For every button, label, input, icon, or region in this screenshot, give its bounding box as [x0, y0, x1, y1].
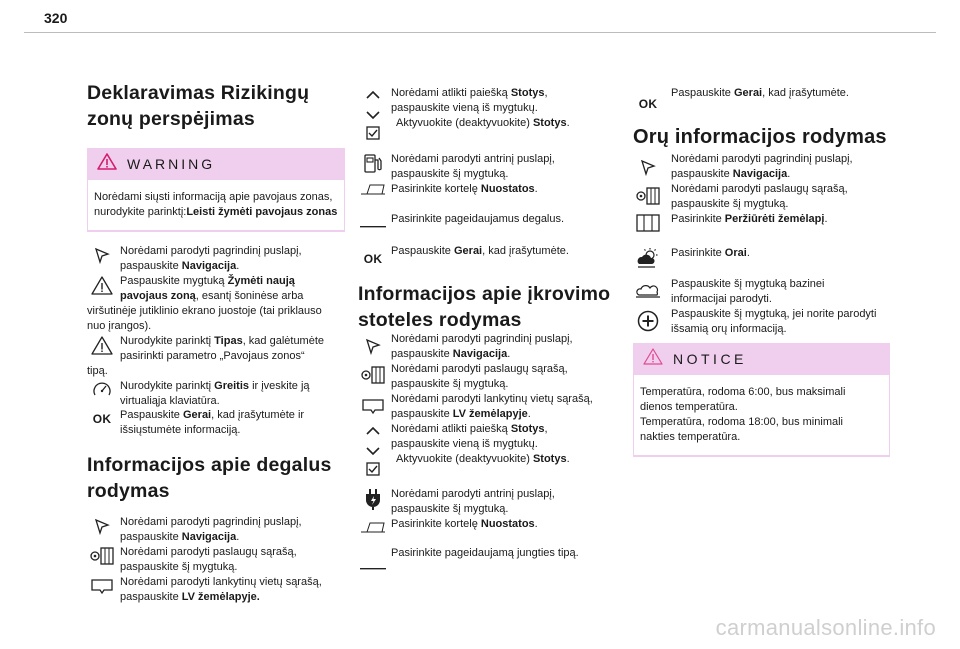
ok-button-icon: OK [92, 412, 112, 426]
column-fuel-charging: Norėdami atlikti paiešką Stotys, paspauskite vieną iš mygtukų. Aktyvuokite (deaktyvuokite) Stotys. Norėdami parodyti antrinį puslapį, paspauskite šį mygtuką. Pasirinkite kortelę Nuostatos. Pasirinkite pageidaujamus degalus. OK Paspauskite Gerai, kad įrašytumėte. Informacijos apie įkrovimo stoteles rodymas Norėdami parodyti pagrindinį puslapį, paspauskite Navigacija. Norėdami parodyti paslaugų sąrašą, paspauskite šį mygtuką. Norėdami parodyti lankytinų vietų sąrašą, paspauskite LV žemėlapyje. Norėdami atlikti paiešką Stotys, paspauskite vieną iš mygtukų. Aktyvuokite (deaktyvuokite) Stotys. Norėdami parodyti antrinį puslapį, paspauskite šį mygtuką. Pasirinkite kortelę Nuostatos. Pasirinkite pageidaujamą jungties tipą. [358, 84, 612, 584]
ok-button-icon: OK [638, 97, 658, 111]
warning-header [87, 148, 345, 180]
section-title-weather: Orų informacijos rodymas [633, 126, 887, 148]
section-title-hazard: Deklaravimas Rizikingų zonų perspėjimas [87, 82, 310, 130]
warning-triangle-icon [97, 153, 117, 175]
hazard-steps: Norėdami parodyti pagrindinį puslapį, paspauskite Navigacija. Paspauskite mygtuką Žymėti naują pavojaus zoną, esantį šoninėse arba viršutinėje jutiklinio ekrano juostoje (tai priklauso nuo įrangos). Nurodykite parinktį Tipas, kad galėtumėte pasirinkti parametro „Pavojaus zonos“ tipą. Nurodykite parinktį Greitis ir įveskite ją virtualiąja klaviatūra. OK Paspauskite Gerai, kad įrašytumėte ir išsiųstumėte informaciją. Informacijos apie degalus rodymas Norėdami parodyti pagrindinį puslapį, paspauskite Navigacija. Norėdami parodyti paslaugų sąrašą, paspauskite šį mygtuką. Norėdami parodyti lankytinų vietų sąrašą, paspauskite LV žemėlapyje. [87, 232, 345, 649]
column-hazard-zones [87, 80, 345, 649]
notice-text: Temperatūra, rodoma 6:00, bus maksimali dienos temperatūra. Temperatūra, rodoma 18:00, bus minimali nakties temperatūra. [634, 375, 889, 455]
notice-box [633, 343, 890, 457]
notice-header [633, 343, 890, 375]
notice-label: NOTICE [673, 351, 747, 367]
notice-triangle-icon [643, 348, 663, 370]
warning-box [87, 148, 345, 232]
warning-label: WARNING [127, 156, 216, 172]
column-weather: OK Paspauskite Gerai, kad įrašytumėte. Orų informacijos rodymas Norėdami parodyti pagrindinį puslapį, paspauskite Navigacija. Norėdami parodyti paslaugų sąrašą, paspauskite šį mygtuką. Pasirinkite Peržiūrėti žemėlapį. Pasirinkite Orai. Paspauskite šį mygtuką bazinei informacijai parodyti. Paspauskite šį mygtuką, jei norite parodyti išsamią orų informaciją. NOTICE Temperatūra, rodoma 6:00, bus maksimali dienos temperatūra. Temperatūra, rodoma 18:00, bus minimali nakties temperatūra. [633, 84, 893, 464]
step-home: Norėdami parodyti pagrindinį puslapį, [120, 245, 302, 257]
ok-button-icon: OK [363, 252, 383, 266]
section-title-charging: Informacijos apie įkrovimo stoteles rodymas [358, 283, 611, 331]
section-title-fuel: Informacijos apie degalus rodymas [87, 454, 332, 502]
header-divider [24, 32, 936, 33]
page-number: 320 [44, 10, 68, 26]
watermark: carmanualsonline.info [715, 615, 936, 640]
warning-text: Norėdami siųsti informaciją apie pavojaus zonas, nurodykite parinktį:Leisti žymėti pavojaus zonas [88, 180, 344, 230]
